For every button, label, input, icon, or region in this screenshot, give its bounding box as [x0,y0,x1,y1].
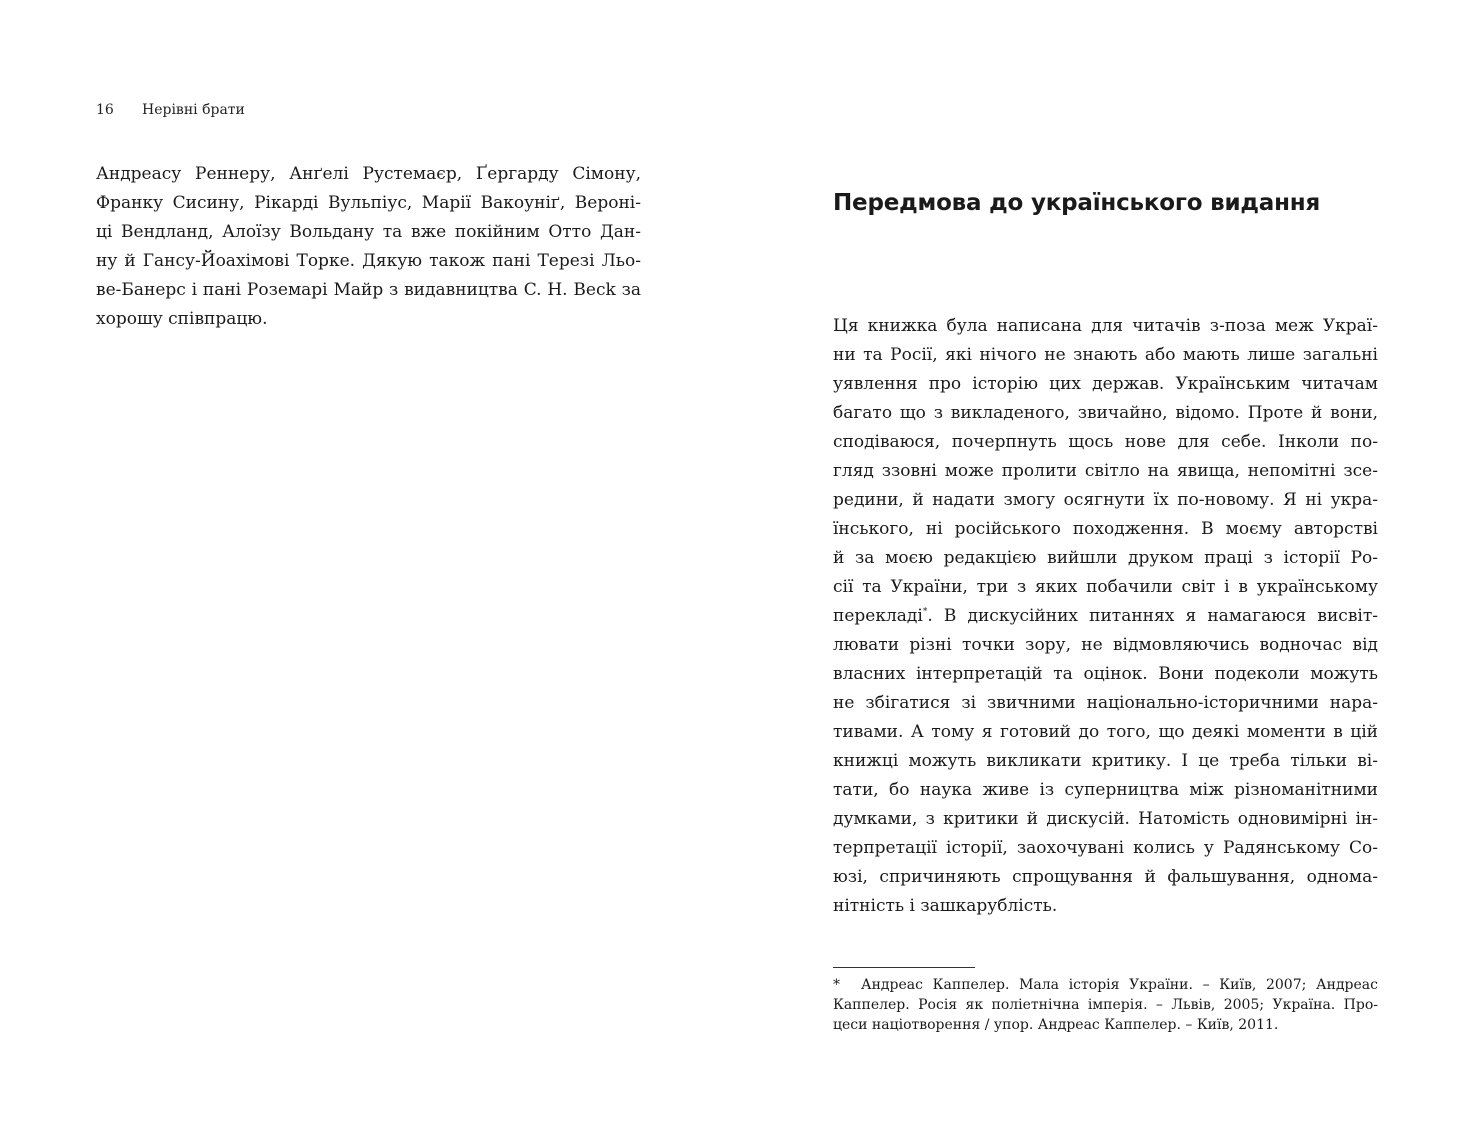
footnote-line: цеси націотворення / упор. Андреас Каппелер. – Київ, 2011. [833,1017,1279,1033]
footnote-text: Андреас Каппелер. Мала історія України. – Київ, 2007; Андреас [861,977,1378,993]
text-line: лювати різні точки зору, не відмовляючись водночас від [833,635,1378,655]
running-title: Нерівні брати [142,102,245,118]
text-line: ни та Росії, які нічого не знають або мають лише загальні [833,345,1378,365]
text-line: нітність і зашкарублість. [833,896,1058,916]
section-heading: Передмова до українського видання [833,190,1321,216]
text-line: хорошу співпрацю. [96,309,268,329]
text-line: терпретації історії, заохочувані колись у Радянському Со- [833,838,1378,858]
page-number: 16 [96,102,114,118]
text-line: гляд ззовні може пролити світло на явища, непомітні зсе- [833,461,1378,481]
text-line: й за моєю редакцією вийшли друком праці з історії Ро- [833,548,1378,568]
text-line: сподіваюся, почерпнуть щось нове для себе. Інколи по- [833,432,1378,452]
text-line: юзі, спричиняють спрощування й фальшування, однома- [833,867,1378,887]
acknowledgements-paragraph [96,160,641,334]
text-line: ну й Гансу-Йоахімові Торке. Дякую також пані Терезі Льо- [96,251,641,271]
text-line: їнського, ні російського походження. В моєму авторстві [833,519,1378,539]
text-line: Андреасу Реннеру, Анґелі Рустемаєр, Ґергарду Сімону, [96,164,641,184]
text-line-with-footnote [833,602,1378,631]
text-line: тивами. А тому я готовий до того, що деякі моменти в цій [833,722,1378,742]
text-fragment: . В дискусійних питаннях я намагаюся висвіт- [927,606,1378,626]
running-head [96,102,245,118]
text-line: ці Вендланд, Алоїзу Вольдану та вже покійним Отто Дан- [96,222,641,242]
footnote [833,975,1378,1035]
text-line: Франку Сисину, Рікарді Вульпіус, Марії Вакоуніґ, Вероні- [96,193,641,213]
footnote-divider [833,967,975,968]
preface-paragraph [833,312,1378,921]
text-line: книжці можуть викликати критику. І це треба тільки ві- [833,751,1378,771]
text-line: багато що з викладеного, звичайно, відомо. Проте й вони, [833,403,1378,423]
text-line: тати, бо наука живе із суперництва між різноманітними [833,780,1378,800]
text-line: редини, й надати змогу осягнути їх по-новому. Я ні укра- [833,490,1378,510]
footnote-line [833,975,1378,995]
footnote-marker: * [833,977,840,993]
text-line: Ця книжка була написана для читачів з-поза меж Украї- [833,316,1378,336]
text-line: ве-Банерс і пані Роземарі Майр з видавництва C. H. Beck за [96,280,641,300]
right-page [737,0,1474,1134]
footnote-line: Каппелер. Росія як поліетнічна імперія. – Львів, 2005; Україна. Про- [833,997,1378,1013]
text-line: уявлення про історію цих держав. Українським читачам [833,374,1378,394]
text-line: думками, з критики й дискусій. Натомість одновимірні ін- [833,809,1378,829]
footnote-reference: * [922,607,928,617]
text-line: власних інтерпретацій та оцінок. Вони подеколи можуть [833,664,1378,684]
text-line: сії та України, три з яких побачили світ і в українському [833,577,1378,597]
text-fragment: перекладі [833,606,923,626]
text-line: не збігатися зі звичними національно-історичними нара- [833,693,1378,713]
